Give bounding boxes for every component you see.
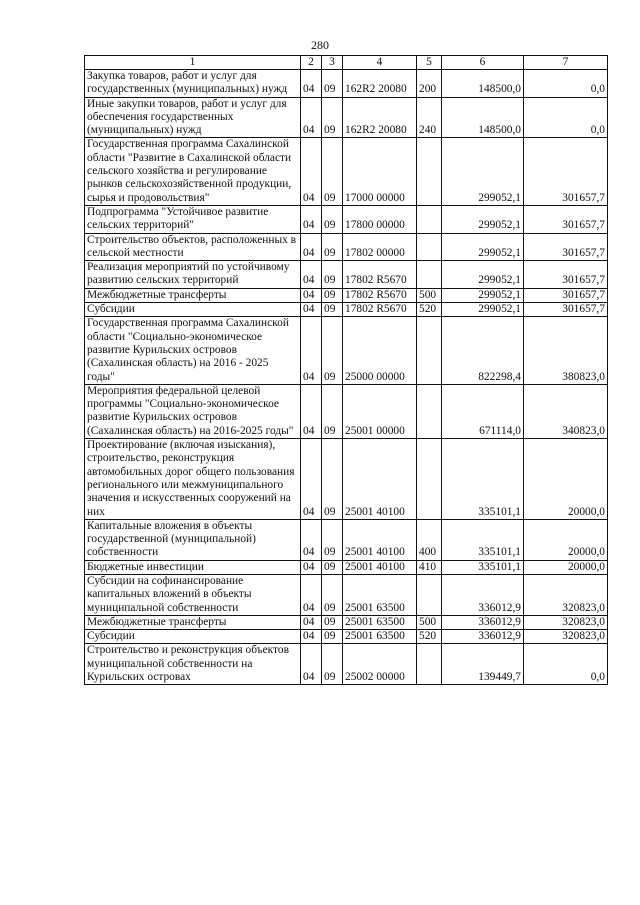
row-target-article: 162R2 20080	[343, 97, 417, 138]
row-target-article: 25001 63500	[343, 574, 417, 615]
row-amount-year2: 320823,0	[524, 574, 608, 615]
row-target-article: 25001 63500	[343, 630, 417, 644]
row-name: Субсидии	[85, 303, 301, 317]
table-row	[85, 644, 608, 685]
row-amount-year1: 336012,9	[442, 615, 524, 629]
row-target-article: 25001 40100	[343, 439, 417, 520]
row-amount-year1: 336012,9	[442, 574, 524, 615]
row-amount-year1: 822298,4	[442, 317, 524, 384]
row-section: 04	[301, 384, 322, 438]
row-section: 04	[301, 261, 322, 289]
row-expense-type	[417, 439, 442, 520]
table-body	[85, 70, 608, 685]
col-header-1: 1	[85, 56, 301, 70]
table-row	[85, 615, 608, 629]
row-name: Государственная программа Сахалинской области "Социально-экономическое развитие Курильских островов (Сахалинская область) на 2016 - 2025 годы"	[85, 317, 301, 384]
row-amount-year1: 335101,1	[442, 439, 524, 520]
row-expense-type	[417, 205, 442, 233]
row-target-article: 17802 R5670	[343, 303, 417, 317]
row-amount-year2: 20000,0	[524, 560, 608, 574]
row-subsection: 09	[322, 384, 343, 438]
row-name: Строительство объектов, расположенных в сельской местности	[85, 233, 301, 261]
row-amount-year2: 320823,0	[524, 630, 608, 644]
row-expense-type: 520	[417, 630, 442, 644]
row-amount-year1: 299052,1	[442, 205, 524, 233]
row-target-article: 17802 R5670	[343, 288, 417, 302]
row-target-article: 17800 00000	[343, 205, 417, 233]
row-name: Государственная программа Сахалинской области "Развитие в Сахалинской области сельского хозяйства и регулирование рынков сельскохозяйственной продукции, сырья и продовольствия"	[85, 138, 301, 205]
row-target-article: 17000 00000	[343, 138, 417, 205]
page-number: 280	[311, 38, 329, 52]
row-amount-year2: 301657,7	[524, 261, 608, 289]
table-row	[85, 288, 608, 302]
row-expense-type: 240	[417, 97, 442, 138]
row-subsection: 09	[322, 233, 343, 261]
row-expense-type: 200	[417, 70, 442, 98]
row-amount-year1: 671114,0	[442, 384, 524, 438]
col-header-6: 6	[442, 56, 524, 70]
row-amount-year1: 299052,1	[442, 303, 524, 317]
row-amount-year1: 148500,0	[442, 97, 524, 138]
row-name: Межбюджетные трансферты	[85, 615, 301, 629]
row-name: Мероприятия федеральной целевой программы "Социально-экономическое развитие Курильских островов (Сахалинская область) на 2016-2025 годы"	[85, 384, 301, 438]
budget-table	[84, 55, 608, 685]
table-row	[85, 261, 608, 289]
header-row	[85, 56, 608, 70]
row-name: Бюджетные инвестиции	[85, 560, 301, 574]
table-row	[85, 519, 608, 560]
row-expense-type: 410	[417, 560, 442, 574]
row-expense-type	[417, 233, 442, 261]
row-amount-year2: 340823,0	[524, 384, 608, 438]
table-row	[85, 317, 608, 384]
row-section: 04	[301, 615, 322, 629]
row-amount-year2: 301657,7	[524, 233, 608, 261]
table-row	[85, 138, 608, 205]
row-expense-type: 500	[417, 615, 442, 629]
col-header-5: 5	[417, 56, 442, 70]
row-expense-type: 500	[417, 288, 442, 302]
row-amount-year2: 20000,0	[524, 519, 608, 560]
row-subsection: 09	[322, 439, 343, 520]
table-row	[85, 205, 608, 233]
row-target-article: 17802 R5670	[343, 261, 417, 289]
row-target-article: 17802 00000	[343, 233, 417, 261]
row-section: 04	[301, 574, 322, 615]
row-subsection: 09	[322, 574, 343, 615]
row-amount-year2: 320823,0	[524, 615, 608, 629]
row-name: Иные закупки товаров, работ и услуг для обеспечения государственных (муниципальных) нужд	[85, 97, 301, 138]
row-subsection: 09	[322, 288, 343, 302]
row-subsection: 09	[322, 644, 343, 685]
row-amount-year1: 336012,9	[442, 630, 524, 644]
row-amount-year1: 299052,1	[442, 138, 524, 205]
table-row	[85, 97, 608, 138]
row-amount-year2: 20000,0	[524, 439, 608, 520]
row-expense-type	[417, 644, 442, 685]
row-expense-type	[417, 574, 442, 615]
row-amount-year2: 0,0	[524, 70, 608, 98]
row-subsection: 09	[322, 303, 343, 317]
row-target-article: 162R2 20080	[343, 70, 417, 98]
row-section: 04	[301, 630, 322, 644]
row-section: 04	[301, 138, 322, 205]
row-amount-year1: 335101,1	[442, 560, 524, 574]
row-section: 04	[301, 303, 322, 317]
row-amount-year2: 301657,7	[524, 303, 608, 317]
row-subsection: 09	[322, 560, 343, 574]
row-subsection: 09	[322, 519, 343, 560]
row-amount-year2: 0,0	[524, 644, 608, 685]
row-amount-year2: 301657,7	[524, 205, 608, 233]
row-expense-type	[417, 261, 442, 289]
row-subsection: 09	[322, 205, 343, 233]
row-target-article: 25001 40100	[343, 560, 417, 574]
row-subsection: 09	[322, 630, 343, 644]
row-name: Капитальные вложения в объекты государственной (муниципальной) собственности	[85, 519, 301, 560]
table-row	[85, 233, 608, 261]
row-amount-year2: 0,0	[524, 97, 608, 138]
row-name: Субсидии на софинансирование капитальных вложений в объекты муниципальной собственности	[85, 574, 301, 615]
row-amount-year2: 301657,7	[524, 288, 608, 302]
row-section: 04	[301, 205, 322, 233]
table-row	[85, 439, 608, 520]
row-subsection: 09	[322, 261, 343, 289]
row-section: 04	[301, 70, 322, 98]
row-amount-year1: 299052,1	[442, 233, 524, 261]
row-target-article: 25001 40100	[343, 519, 417, 560]
row-section: 04	[301, 97, 322, 138]
row-name: Закупка товаров, работ и услуг для государственных (муниципальных) нужд	[85, 70, 301, 98]
row-name: Реализация мероприятий по устойчивому развитию сельских территорий	[85, 261, 301, 289]
row-name: Строительство и реконструкция объектов муниципальной собственности на Курильских островах	[85, 644, 301, 685]
table-row	[85, 560, 608, 574]
row-section: 04	[301, 560, 322, 574]
row-expense-type	[417, 384, 442, 438]
row-amount-year2: 301657,7	[524, 138, 608, 205]
row-amount-year1: 335101,1	[442, 519, 524, 560]
row-subsection: 09	[322, 97, 343, 138]
table-row	[85, 384, 608, 438]
row-section: 04	[301, 519, 322, 560]
row-expense-type: 520	[417, 303, 442, 317]
row-target-article: 25001 63500	[343, 615, 417, 629]
row-expense-type	[417, 317, 442, 384]
table-row	[85, 70, 608, 98]
row-subsection: 09	[322, 317, 343, 384]
row-subsection: 09	[322, 138, 343, 205]
row-subsection: 09	[322, 70, 343, 98]
table-row	[85, 630, 608, 644]
col-header-4: 4	[343, 56, 417, 70]
row-expense-type: 400	[417, 519, 442, 560]
row-section: 04	[301, 644, 322, 685]
row-name: Субсидии	[85, 630, 301, 644]
row-expense-type	[417, 138, 442, 205]
row-name: Подпрограмма "Устойчивое развитие сельских территорий"	[85, 205, 301, 233]
col-header-7: 7	[524, 56, 608, 70]
row-section: 04	[301, 439, 322, 520]
row-section: 04	[301, 288, 322, 302]
row-amount-year1: 139449,7	[442, 644, 524, 685]
row-amount-year1: 299052,1	[442, 288, 524, 302]
table-row	[85, 303, 608, 317]
row-subsection: 09	[322, 615, 343, 629]
row-name: Межбюджетные трансферты	[85, 288, 301, 302]
row-amount-year1: 299052,1	[442, 261, 524, 289]
row-name: Проектирование (включая изыскания), строительство, реконструкция автомобильных дорог общего пользования регионального или межмуниципального значения и искусственных сооружений на них	[85, 439, 301, 520]
table-row	[85, 574, 608, 615]
row-section: 04	[301, 233, 322, 261]
col-header-3: 3	[322, 56, 343, 70]
row-section: 04	[301, 317, 322, 384]
row-target-article: 25002 00000	[343, 644, 417, 685]
row-amount-year1: 148500,0	[442, 70, 524, 98]
col-header-2: 2	[301, 56, 322, 70]
row-target-article: 25000 00000	[343, 317, 417, 384]
row-target-article: 25001 00000	[343, 384, 417, 438]
row-amount-year2: 380823,0	[524, 317, 608, 384]
